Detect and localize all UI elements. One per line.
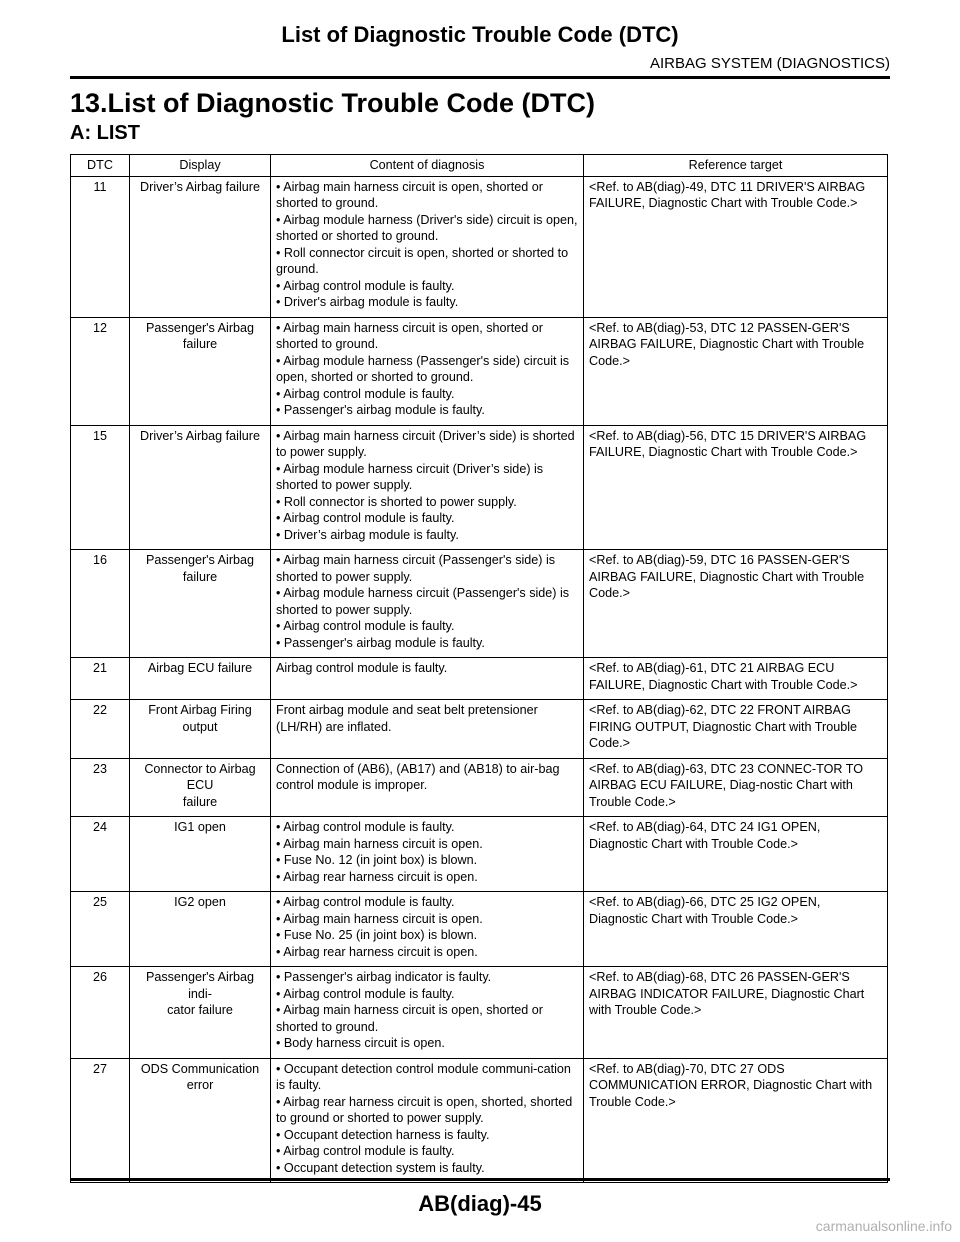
table-row <box>71 550 888 658</box>
table-row <box>71 317 888 425</box>
dtc-reference[interactable]: <Ref. to AB(diag)-49, DTC 11 DRIVER'S AIRBAG FAILURE, Diagnostic Chart with Trouble Code.> <box>584 176 888 317</box>
diagnosis-item: • Airbag control module is faulty. <box>276 278 455 293</box>
column-header-dtc: DTC <box>71 155 130 177</box>
diagnosis-item: • Airbag module harness circuit (Driver’s side) is shorted to power supply. <box>276 461 544 492</box>
dtc-content-cell <box>271 176 584 317</box>
table-body <box>71 176 888 1183</box>
dtc-reference[interactable]: <Ref. to AB(diag)-53, DTC 12 PASSEN-GER'S AIRBAG FAILURE, Diagnostic Chart with Trouble Code.> <box>584 317 888 425</box>
dtc-table <box>70 154 888 1183</box>
diagnosis-item: Airbag control module is faulty. <box>276 661 448 675</box>
dtc-display-cell <box>130 892 271 967</box>
dtc-display-line: Passenger's Airbag failure <box>145 553 255 584</box>
header-subtitle: AIRBAG SYSTEM (DIAGNOSTICS) <box>649 55 890 72</box>
page-footer <box>70 1178 890 1217</box>
dtc-reference[interactable]: <Ref. to AB(diag)-63, DTC 23 CONNEC-TOR TO AIRBAG ECU FAILURE, Diag-nostic Chart with Trouble Code.> <box>584 758 888 817</box>
page-number: AB(diag)-45 <box>418 1191 542 1216</box>
table-row <box>71 892 888 967</box>
diagnosis-item: • Airbag main harness circuit is open, shorted or shorted to ground. <box>276 1003 543 1034</box>
header-title: List of Diagnostic Trouble Code (DTC) <box>281 22 679 47</box>
diagnosis-item: • Airbag control module is faulty. <box>276 511 455 525</box>
dtc-content-cell <box>271 550 584 658</box>
dtc-content-cell <box>271 425 584 550</box>
dtc-display-line: IG1 open <box>174 820 226 834</box>
page-header <box>70 0 890 84</box>
dtc-display-cell <box>130 817 271 892</box>
table-row <box>71 758 888 817</box>
diagnosis-item: • Airbag rear harness circuit is open. <box>276 944 478 959</box>
diagnosis-item: • Occupant detection system is faulty. <box>276 1160 485 1175</box>
dtc-reference[interactable]: <Ref. to AB(diag)-59, DTC 16 PASSEN-GER'S AIRBAG FAILURE, Diagnostic Chart with Trouble Code.> <box>584 550 888 658</box>
table-row <box>71 817 888 892</box>
dtc-code: 25 <box>71 892 130 967</box>
table-header-row <box>71 155 888 177</box>
diagnosis-item: • Airbag module harness (Passenger's side) circuit is open, shorted or shorted to ground. <box>276 353 570 384</box>
dtc-reference[interactable]: <Ref. to AB(diag)-66, DTC 25 IG2 OPEN, Diagnostic Chart with Trouble Code.> <box>584 892 888 967</box>
dtc-display-cell <box>130 658 271 700</box>
diagnosis-item: Connection of (AB6), (AB17) and (AB18) to air-bag control module is improper. <box>276 761 560 792</box>
dtc-code: 26 <box>71 967 130 1059</box>
dtc-display-line: Passenger's Airbag failure <box>145 320 255 351</box>
dtc-display-cell <box>130 1058 271 1183</box>
dtc-display-line: failure <box>182 794 218 809</box>
dtc-reference[interactable]: <Ref. to AB(diag)-64, DTC 24 IG1 OPEN, Diagnostic Chart with Trouble Code.> <box>584 817 888 892</box>
diagnosis-item: • Airbag main harness circuit is open. <box>276 836 483 851</box>
dtc-reference[interactable]: <Ref. to AB(diag)-56, DTC 15 DRIVER'S AIRBAG FAILURE, Diagnostic Chart with Trouble Code.> <box>584 425 888 550</box>
dtc-code: 16 <box>71 550 130 658</box>
column-header-display: Display <box>130 155 271 177</box>
dtc-display-line: Driver’s Airbag failure <box>140 428 260 443</box>
diagnosis-item: • Body harness circuit is open. <box>276 1036 445 1050</box>
dtc-display-cell <box>130 176 271 317</box>
dtc-code: 24 <box>71 817 130 892</box>
diagnosis-item: • Driver's airbag module is faulty. <box>276 295 459 309</box>
diagnosis-item: • Airbag rear harness circuit is open, shorted, shorted to ground or shorted to power supply. <box>276 1094 573 1125</box>
table-row <box>71 967 888 1059</box>
dtc-code: 21 <box>71 658 130 700</box>
dtc-code: 23 <box>71 758 130 817</box>
section-title: 13.List of Diagnostic Trouble Code (DTC) <box>70 88 596 118</box>
dtc-display-cell <box>130 967 271 1059</box>
dtc-reference[interactable]: <Ref. to AB(diag)-68, DTC 26 PASSEN-GER'S AIRBAG INDICATOR FAILURE, Diagnostic Chart with Trouble Code.> <box>584 967 888 1059</box>
diagnosis-item: • Driver’s airbag module is faulty. <box>276 527 459 542</box>
dtc-display-line: Front Airbag Firing output <box>148 703 252 734</box>
diagnosis-item: • Airbag module harness circuit (Passenger's side) is shorted to power supply. <box>276 586 570 617</box>
diagnosis-item: • Fuse No. 25 (in joint box) is blown. <box>276 928 478 942</box>
diagnosis-item: • Airbag main harness circuit is open. <box>276 911 483 926</box>
dtc-display-line: IG2 open <box>174 895 226 909</box>
dtc-display-cell <box>130 550 271 658</box>
subsection-title: A: LIST <box>70 122 140 144</box>
dtc-reference[interactable]: <Ref. to AB(diag)-61, DTC 21 AIRBAG ECU FAILURE, Diagnostic Chart with Trouble Code.> <box>584 658 888 700</box>
dtc-code: 22 <box>71 700 130 759</box>
diagnosis-item: • Airbag control module is faulty. <box>276 386 455 401</box>
diagnosis-item: • Airbag control module is faulty. <box>276 619 455 633</box>
diagnosis-item: • Airbag main harness circuit (Passenger's side) is shorted to power supply. <box>276 553 556 584</box>
table-row <box>71 1058 888 1183</box>
dtc-code: 15 <box>71 425 130 550</box>
dtc-code: 11 <box>71 176 130 317</box>
diagnosis-item: Front airbag module and seat belt pretensioner (LH/RH) are inflated. <box>276 703 538 734</box>
table-row <box>71 700 888 759</box>
dtc-content-cell <box>271 658 584 700</box>
table-row <box>71 425 888 550</box>
dtc-display-line: cator failure <box>167 1003 233 1017</box>
diagnosis-item: • Passenger's airbag module is faulty. <box>276 403 485 417</box>
diagnosis-item: • Airbag control module is faulty. <box>276 895 455 909</box>
dtc-content-cell <box>271 317 584 425</box>
diagnosis-item: • Occupant detection harness is faulty. <box>276 1127 490 1142</box>
dtc-content-cell <box>271 967 584 1059</box>
footer-rule <box>70 1178 890 1181</box>
diagnosis-item: • Airbag main harness circuit is open, shorted or shorted to ground. <box>276 320 543 351</box>
diagnosis-item: • Roll connector is shorted to power supply. <box>276 494 517 509</box>
dtc-display-cell <box>130 317 271 425</box>
diagnosis-item: • Airbag main harness circuit (Driver’s side) is shorted to power supply. <box>276 428 575 459</box>
diagnosis-item: • Airbag control module is faulty. <box>276 820 455 834</box>
dtc-content-cell <box>271 892 584 967</box>
dtc-content-cell <box>271 700 584 759</box>
diagnosis-item: • Passenger's airbag indicator is faulty. <box>276 970 492 984</box>
diagnosis-item: • Passenger's airbag module is faulty. <box>276 635 485 650</box>
diagnosis-item: • Occupant detection control module communi-cation is faulty. <box>276 1061 571 1092</box>
dtc-reference[interactable]: <Ref. to AB(diag)-70, DTC 27 ODS COMMUNICATION ERROR, Diagnostic Chart with Trouble Code.> <box>584 1058 888 1183</box>
dtc-display-line: ODS Communication error <box>140 1061 260 1092</box>
dtc-display-line: Airbag ECU failure <box>147 661 253 675</box>
table-row <box>71 658 888 700</box>
diagnosis-item: • Fuse No. 12 (in joint box) is blown. <box>276 853 478 867</box>
dtc-content-cell <box>271 758 584 817</box>
header-rule <box>70 76 890 79</box>
dtc-content-cell <box>271 1058 584 1183</box>
dtc-display-cell <box>130 758 271 817</box>
column-header-content: Content of diagnosis <box>271 155 584 177</box>
table-row <box>71 176 888 317</box>
diagnosis-item: • Airbag control module is faulty. <box>276 1144 455 1158</box>
dtc-display-cell <box>130 425 271 550</box>
watermark: carmanualsonline.info <box>815 1218 952 1234</box>
dtc-display-line: Passenger's Airbag indi- <box>145 970 255 1001</box>
dtc-code: 27 <box>71 1058 130 1183</box>
diagnosis-item: • Airbag rear harness circuit is open. <box>276 869 478 884</box>
diagnosis-item: • Airbag module harness (Driver's side) circuit is open, shorted or shorted to ground. <box>276 212 578 243</box>
dtc-reference[interactable]: <Ref. to AB(diag)-62, DTC 22 FRONT AIRBAG FIRING OUTPUT, Diagnostic Chart with Trouble Code.> <box>584 700 888 759</box>
dtc-code: 12 <box>71 317 130 425</box>
dtc-content-cell <box>271 817 584 892</box>
column-header-reference: Reference target <box>584 155 888 177</box>
diagnosis-item: • Roll connector circuit is open, shorted or shorted to ground. <box>276 245 569 276</box>
diagnosis-item: • Airbag control module is faulty. <box>276 986 455 1001</box>
dtc-display-cell <box>130 700 271 759</box>
diagnosis-item: • Airbag main harness circuit is open, shorted or shorted to ground. <box>276 179 543 210</box>
dtc-display-line: Connector to Airbag ECU <box>144 761 256 792</box>
dtc-display-line: Driver’s Airbag failure <box>140 179 260 194</box>
